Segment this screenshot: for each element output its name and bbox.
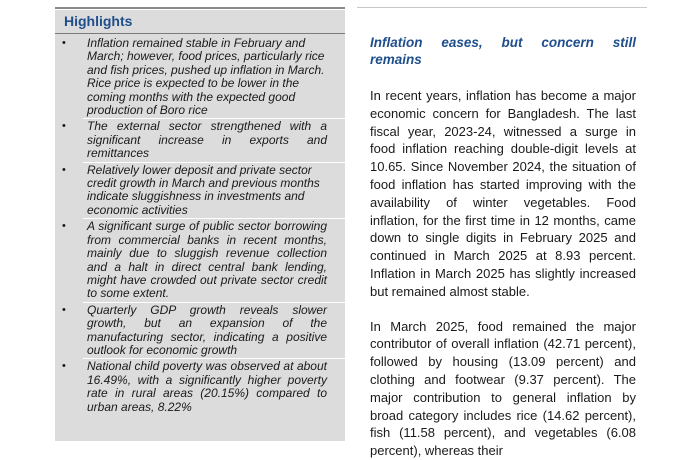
bullet-icon: •	[62, 303, 66, 316]
highlights-list	[55, 37, 345, 414]
highlights-title: Highlights	[64, 13, 133, 29]
highlight-item	[55, 220, 345, 300]
highlights-title-rule	[55, 33, 345, 34]
top-rule-left	[55, 7, 345, 9]
bullet-icon: •	[62, 163, 66, 176]
highlight-item	[55, 304, 345, 358]
article-title	[370, 34, 636, 68]
highlights-panel	[55, 10, 345, 441]
highlight-item	[55, 164, 345, 218]
highlight-text: Quarterly GDP growth reveals slower growth, but an expansion of the manufacturing sector, indicating a positive outlook for economic growth	[87, 302, 327, 357]
highlight-text: A significant surge of public sector borrowing from commercial banks in recent months, mainly due to sluggish revenue collection and a halt in direct central bank lending, might have crowded out private sector credit to some extent.	[87, 219, 327, 301]
article-title-line2: remains	[370, 52, 422, 67]
bullet-icon: •	[62, 120, 66, 133]
article-title-line1: Inflation eases, but concern still	[370, 35, 636, 50]
highlight-item	[55, 360, 345, 414]
highlight-text: Inflation remained stable in February and March; however, food prices, particularly rice and fish prices, pushed up inflation in March. Rice price is expected to be lower in the coming months with the expected good production of Boro rice	[87, 36, 325, 118]
bullet-icon: •	[62, 360, 66, 373]
bullet-icon: •	[62, 37, 66, 49]
highlight-text: Relatively lower deposit and private sector credit growth in March and previous months indicate sluggishness in investments and economic activities	[87, 162, 320, 217]
highlight-item	[55, 120, 345, 160]
bullet-icon: •	[62, 220, 66, 233]
article-paragraph: In recent years, inflation has become a major economic concern for Bangladesh. The last fiscal year, 2023-24, witnessed a surge in food inflation reaching double-digit levels at 10.65. Since November 2024, the situation of food inflation has started improving with the availability of winter vegetables. Food inflation, for the first time in 12 months, came down to single digits in February 2025 and continued in March 2025 at 8.93 percent. Inflation in March 2025 has slightly increased but remained almost stable.	[370, 88, 636, 299]
highlight-text: National child poverty was observed at about 16.49%, with a significantly higher poverty rate in rural areas (20.15%) compared to urban areas, 8.22%	[87, 359, 327, 414]
article-column	[370, 34, 636, 460]
highlight-item	[55, 37, 345, 117]
highlight-text: The external sector strengthened with a significant increase in exports and remittances	[87, 119, 327, 161]
top-rule-right	[357, 7, 647, 8]
article-paragraph: In March 2025, food remained the major contributor of overall inflation (42.71 percent), followed by housing (13.09 percent) and clothing and footwear (9.37 percent). The major contribution to general inflation by broad category includes rice (14.62 percent), fish (11.58 percent), and vegetables (6.08 percent), whereas their	[370, 318, 636, 459]
